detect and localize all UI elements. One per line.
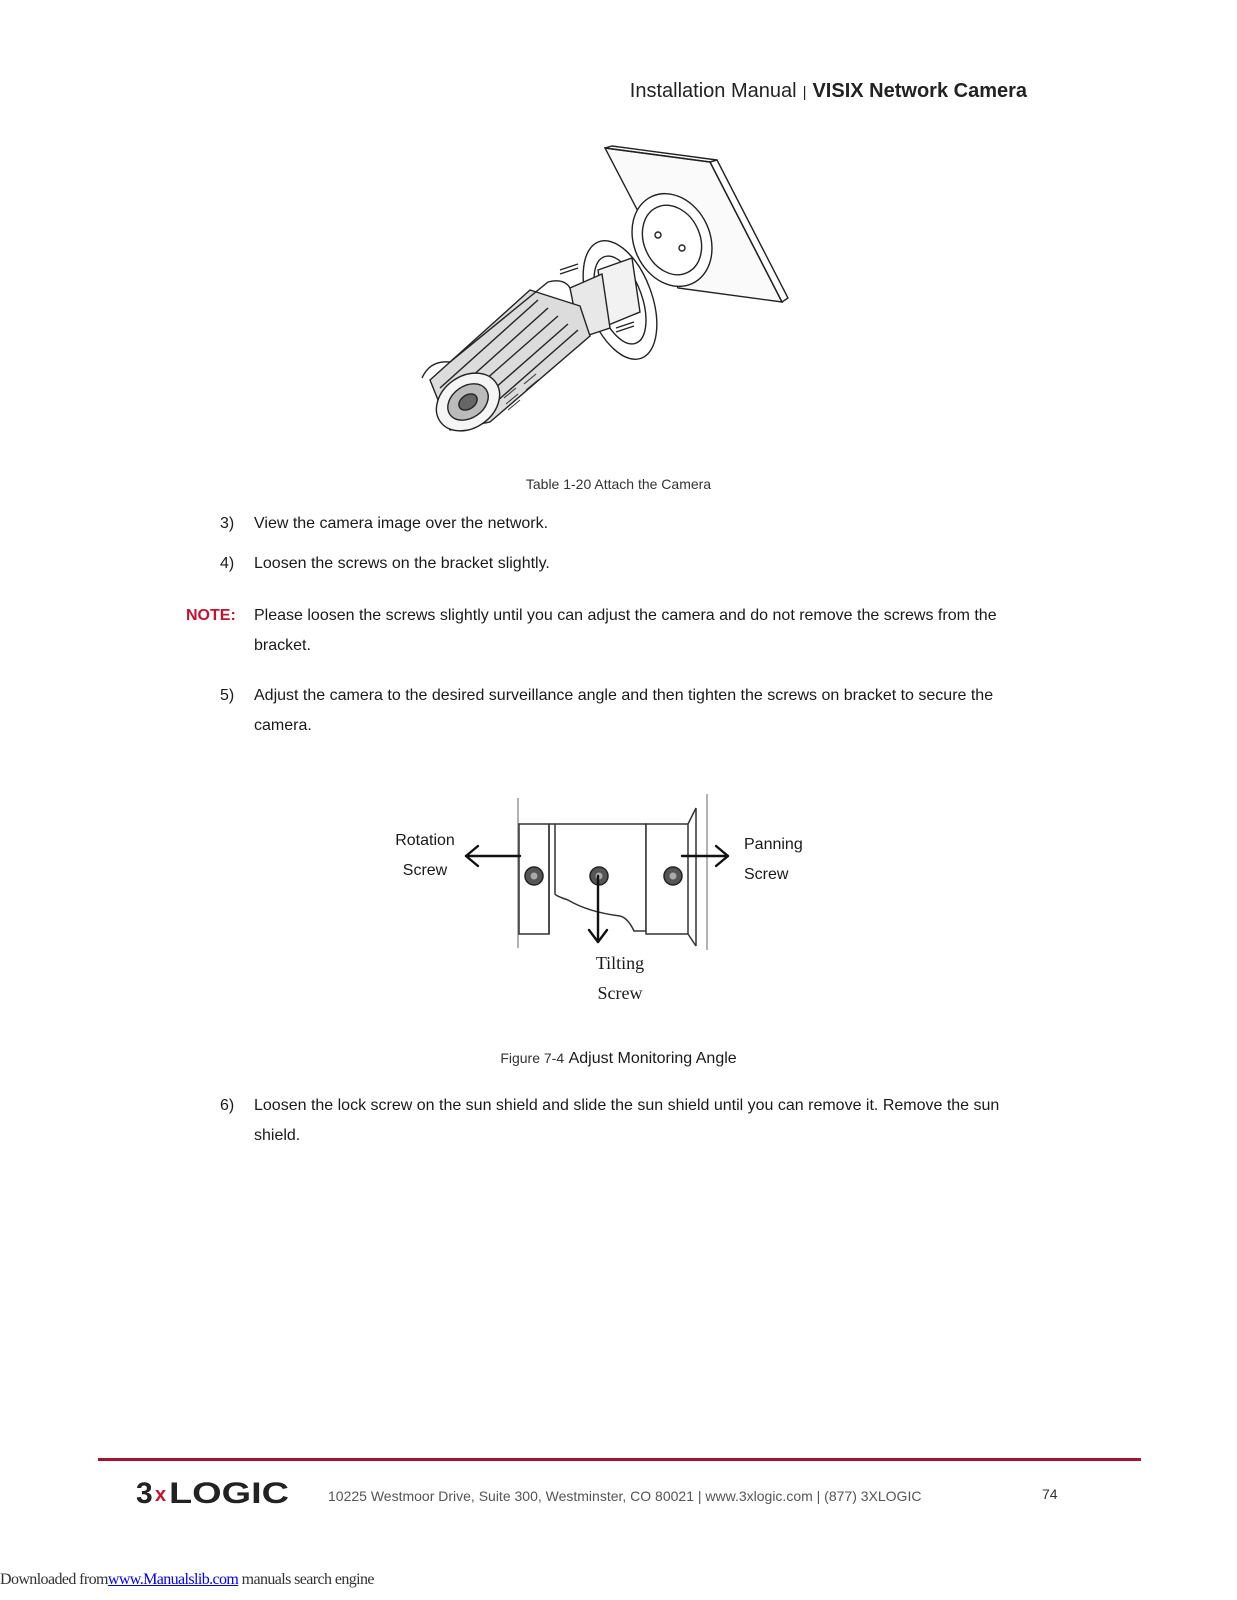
header-separator: |: [802, 84, 807, 101]
download-suffix: manuals search engine: [241, 1571, 374, 1588]
page-number: 74: [1042, 1486, 1058, 1502]
figure2-caption-text: Adjust Monitoring Angle: [568, 1050, 737, 1067]
step-text: Adjust the camera to the desired surveillance angle and then tighten the screws on bracket to secure the camera.: [254, 687, 994, 734]
panning-label-line2: Screw: [744, 866, 789, 883]
product-name: VISIX Network Camera: [812, 80, 1027, 102]
step-text: View the camera image over the network.: [254, 515, 549, 532]
camera-mount-illustration: [420, 140, 800, 450]
panning-arrow-icon: [682, 846, 728, 866]
figure1-caption: Table 1-20 Attach the Camera: [525, 476, 712, 492]
svg-text:x: x: [155, 1484, 167, 1506]
3xlogic-logo: [136, 1476, 296, 1508]
rotation-label-line1: Rotation: [395, 832, 455, 849]
footer-divider: [98, 1458, 1141, 1461]
screw-arrows: [460, 840, 745, 955]
step-number: 5): [220, 687, 235, 704]
step-4: [220, 549, 1080, 579]
download-prefix: Downloaded from: [0, 1571, 108, 1588]
step-number: 3): [220, 515, 235, 532]
svg-text:LOGIC: LOGIC: [169, 1477, 289, 1508]
tilting-arrow-icon: [589, 876, 607, 942]
note-block: [186, 601, 1066, 665]
panning-screw-label: [744, 830, 803, 890]
tilting-label-line2: Screw: [597, 983, 643, 1003]
note-label: NOTE:: [186, 607, 236, 624]
download-watermark: [0, 1571, 374, 1589]
step-6: [220, 1091, 1080, 1151]
manual-title: Installation Manual: [629, 80, 797, 102]
figure2-caption: [0, 1050, 1237, 1068]
rotation-screw-label: [370, 826, 480, 886]
rotation-label-line2: Screw: [402, 862, 448, 879]
panning-label-line1: Panning: [744, 836, 803, 853]
svg-text:3: 3: [136, 1477, 153, 1508]
tilting-label-line1: Tilting: [595, 953, 645, 973]
manualslib-link[interactable]: www.Manualslib.com: [107, 1571, 239, 1588]
step-text: Loosen the lock screw on the sun shield and slide the sun shield until you can remove it. Remove the sun shield.: [254, 1097, 1000, 1144]
page-header: [630, 80, 1027, 103]
footer-address: 10225 Westmoor Drive, Suite 300, Westminster, CO 80021 | www.3xlogic.com | (877) 3XLOGIC: [328, 1488, 922, 1504]
step-number: 4): [220, 555, 235, 572]
step-number: 6): [220, 1097, 235, 1114]
step-5: [220, 681, 1080, 741]
note-text: Please loosen the screws slightly until you can adjust the camera and do not remove the screws from the bracket.: [254, 607, 997, 654]
tilting-screw-label: [565, 948, 675, 1008]
figure2-caption-prefix: Figure 7-4: [500, 1050, 565, 1066]
step-3: [220, 509, 1080, 539]
step-text: Loosen the screws on the bracket slightly.: [254, 555, 550, 572]
